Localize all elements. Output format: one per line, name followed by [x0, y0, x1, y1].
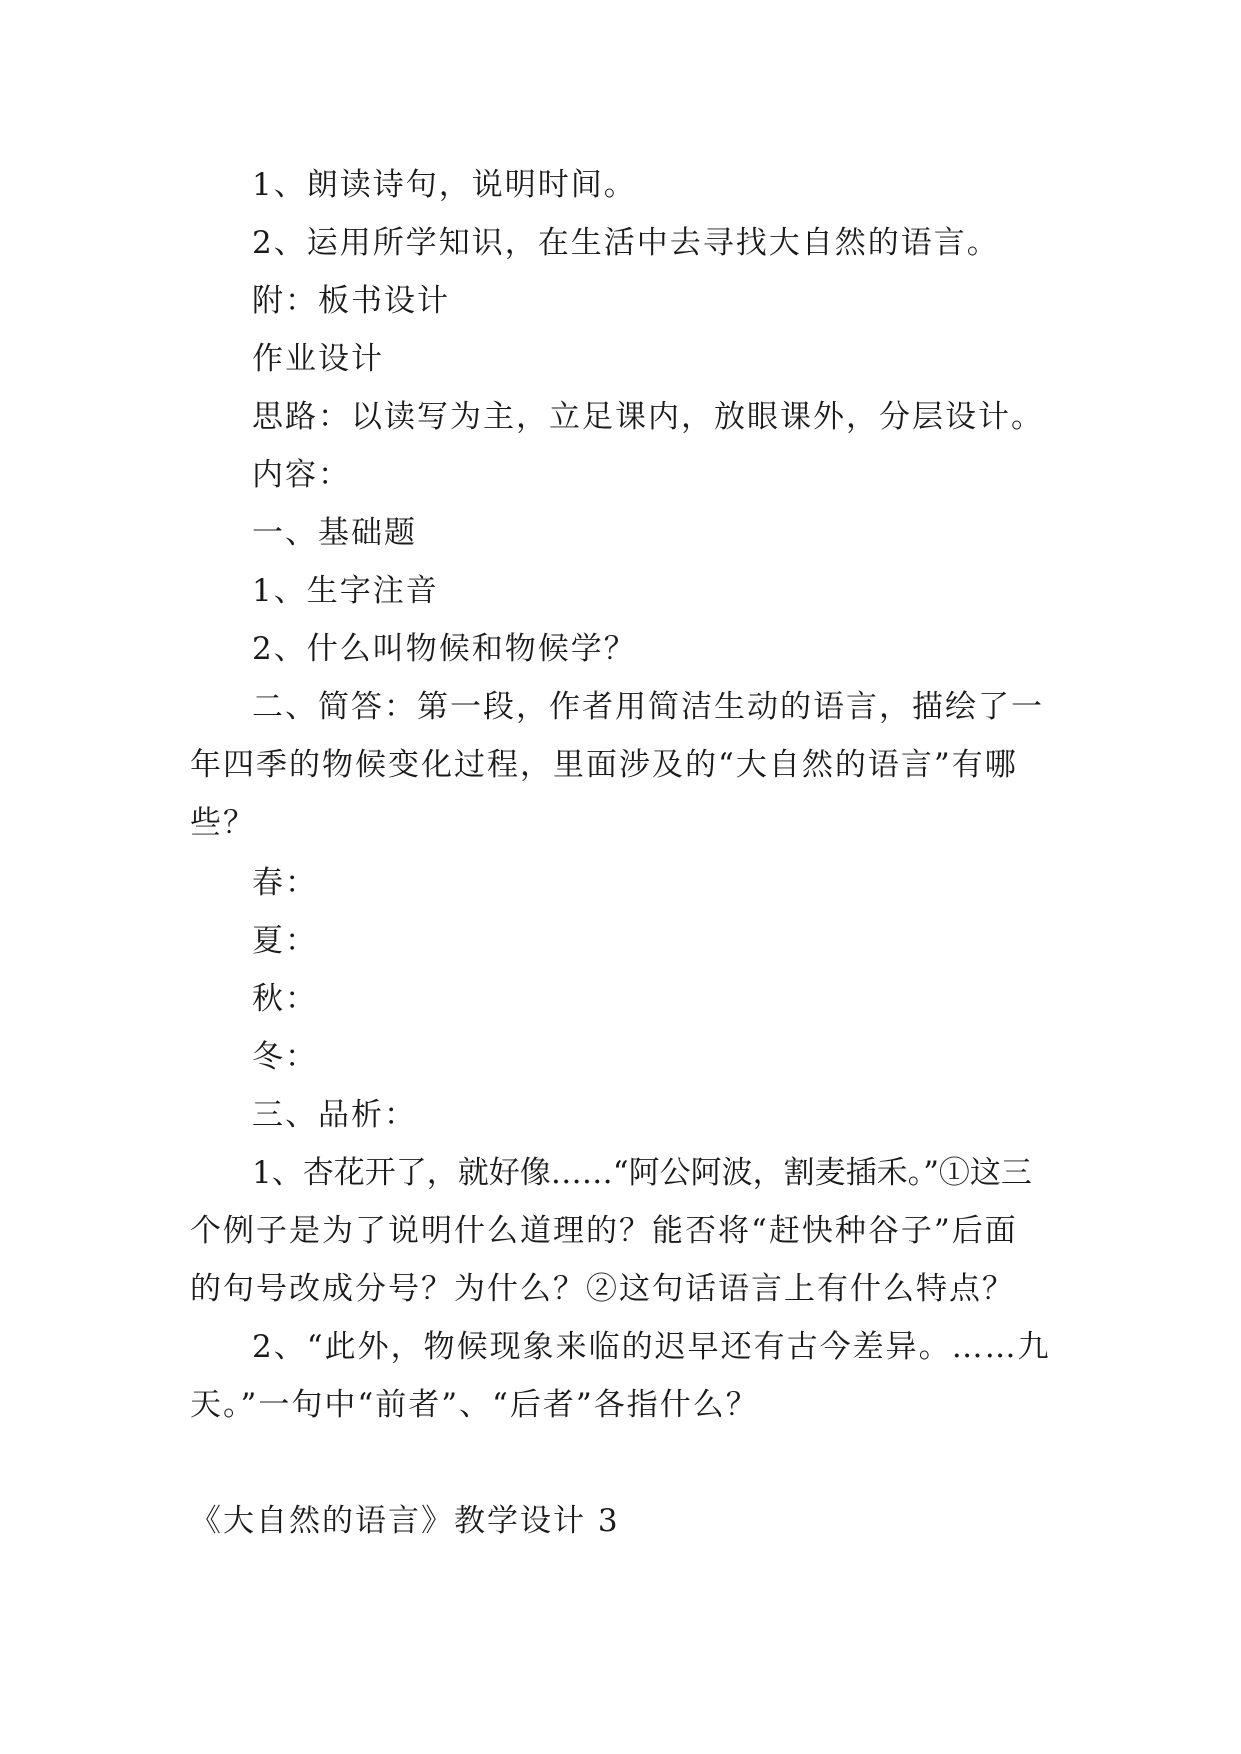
text-line: 1、朗读诗句，说明时间。: [252, 167, 637, 203]
text-line: 附：板书设计: [252, 283, 450, 319]
text-line: 二、简答：第一段，作者用简洁生动的语言，描绘了一: [252, 689, 1044, 725]
text-line: 2、“此外，物候现象来临的迟早还有古今差异。……九: [252, 1329, 1051, 1365]
text-line: 2、运用所学知识，在生活中去寻找大自然的语言。: [252, 225, 1000, 261]
text-line: 些？: [190, 805, 256, 841]
text-line: 内容：: [252, 457, 351, 493]
text-line: 1、杏花开了，就好像……“阿公阿波，割麦插禾。”①这三: [252, 1155, 1032, 1191]
text-line: 2、什么叫物候和物候学？: [252, 631, 637, 667]
text-line: 作业设计: [252, 341, 384, 377]
text-line: 三、品析：: [252, 1097, 417, 1133]
section-title: 《大自然的语言》教学设计 3: [190, 1503, 620, 1539]
text-line: 年四季的物候变化过程，里面涉及的“大自然的语言”有哪: [190, 747, 1018, 783]
text-line: 思路：以读写为主，立足课内，放眼课外，分层设计。: [252, 399, 1044, 435]
text-line: 个例子是为了说明什么道理的？能否将“赶快种谷子”后面: [190, 1213, 1018, 1249]
text-line: 一、基础题: [252, 515, 417, 551]
text-line: 冬：: [252, 1039, 318, 1075]
text-line: 1、生字注音: [252, 573, 439, 609]
text-line: 的句号改成分号？为什么？②这句话语言上有什么特点？: [190, 1271, 1015, 1307]
text-line: 春：: [252, 865, 318, 901]
text-line: 天。”一句中“前者”、“后者”各指什么？: [190, 1387, 759, 1423]
text-line: 夏：: [252, 923, 318, 959]
text-line: 秋：: [252, 981, 318, 1017]
